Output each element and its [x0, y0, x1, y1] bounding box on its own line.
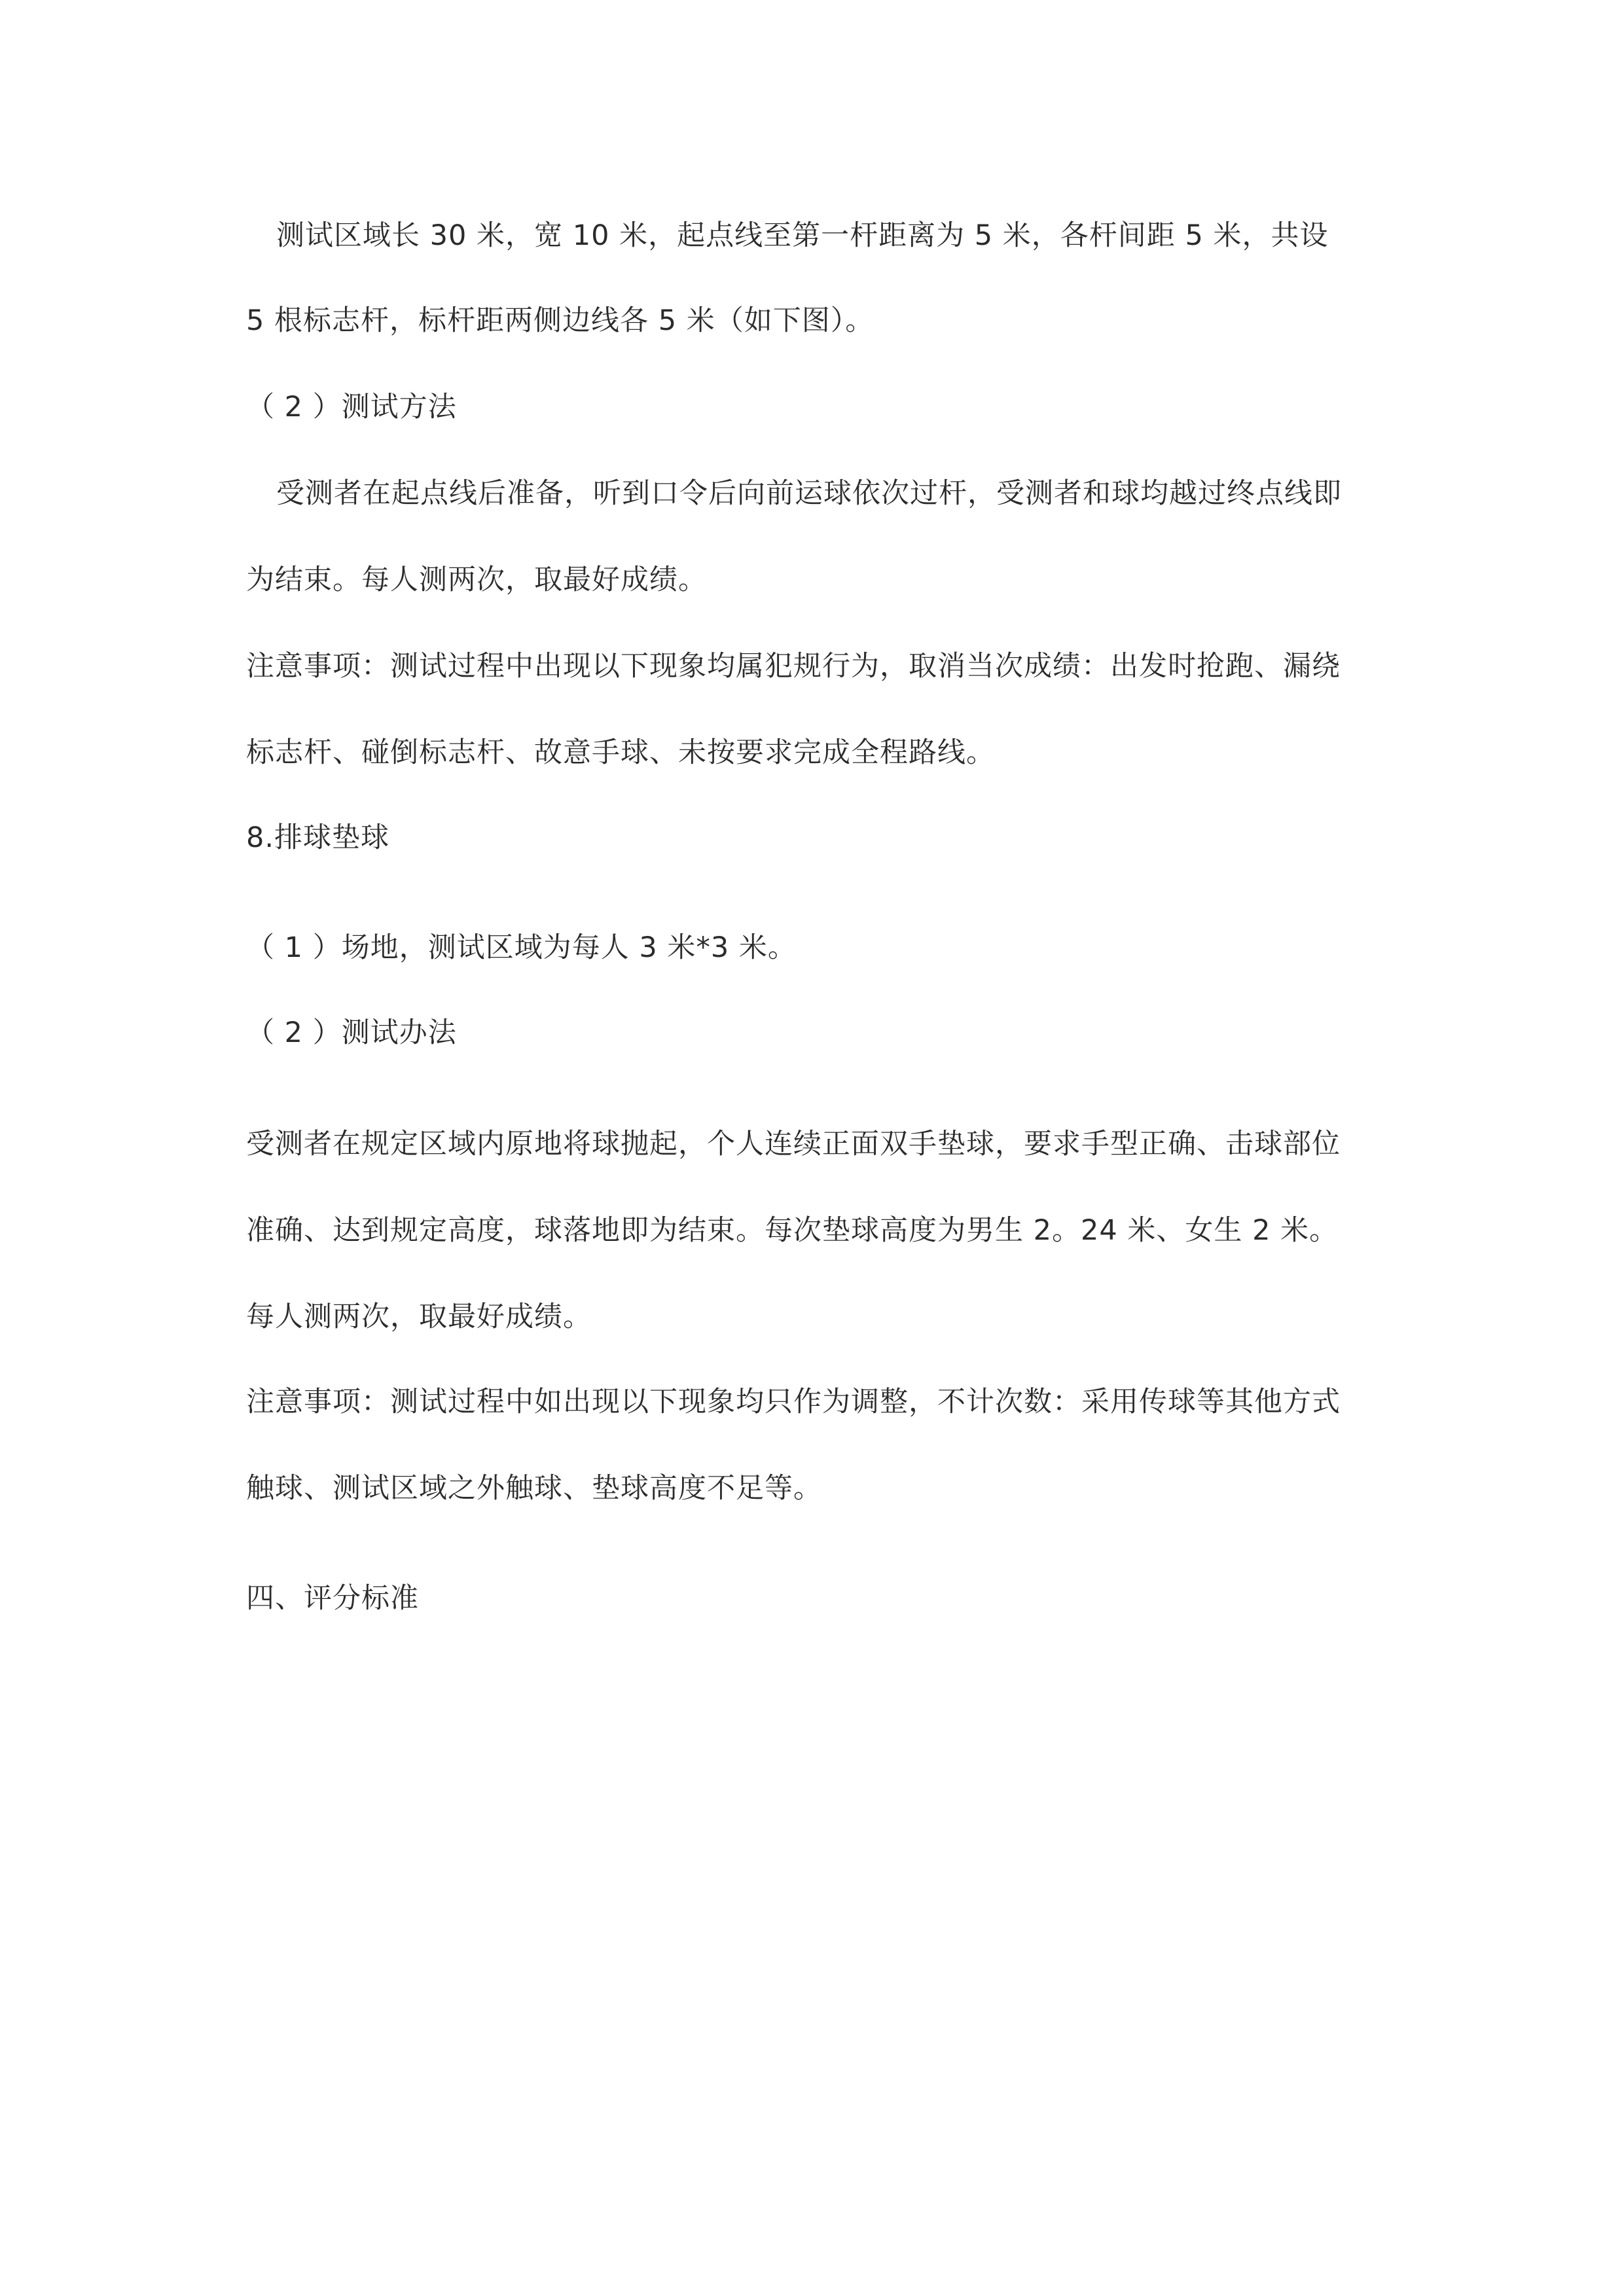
subheading-venue: （ 1 ）场地，测试区域为每人 3 米*3 米。	[246, 931, 797, 964]
paragraph-method-line-2: 为结束。每人测两次，取最好成绩。	[246, 564, 707, 596]
paragraph-procedure-line-1: 受测者在规定区域内原地将球抛起，个人连续正面双手垫球，要求手型正确、击球部位	[246, 1128, 1341, 1160]
notes-volleyball-line-1: 注意事项：测试过程中如出现以下现象均只作为调整，不计次数：采用传球等其他方式	[246, 1386, 1341, 1418]
paragraph-procedure-line-2: 准确、达到规定高度，球落地即为结束。每次垫球高度为男生 2。24 米、女生 2 米。	[246, 1214, 1339, 1247]
paragraph-test-area-line-1: 测试区域长 30 米，宽 10 米，起点线至第一杆距离为 5 米，各杆间距 5 米，共设	[276, 219, 1329, 252]
notes-line-2: 标志杆、碰倒标志杆、故意手球、未按要求完成全程路线。	[246, 736, 995, 769]
paragraph-procedure-line-3: 每人测两次，取最好成绩。	[246, 1300, 592, 1333]
subheading-test-procedure: （ 2 ）测试办法	[246, 1016, 457, 1049]
section-heading-volleyball: 8.排球垫球	[246, 821, 390, 854]
section-heading-scoring: 四、评分标准	[246, 1582, 419, 1615]
notes-volleyball-line-2: 触球、测试区域之外触球、垫球高度不足等。	[246, 1472, 822, 1505]
paragraph-test-area-line-2: 5 根标志杆，标杆距两侧边线各 5 米（如下图）。	[246, 304, 875, 337]
notes-line-1: 注意事项：测试过程中出现以下现象均属犯规行为，取消当次成绩：出发时抢跑、漏绕	[246, 650, 1341, 683]
subheading-test-method: （ 2 ）测试方法	[246, 391, 457, 423]
paragraph-method-line-1: 受测者在起点线后准备，听到口令后向前运球依次过杆，受测者和球均越过终点线即	[276, 477, 1342, 510]
